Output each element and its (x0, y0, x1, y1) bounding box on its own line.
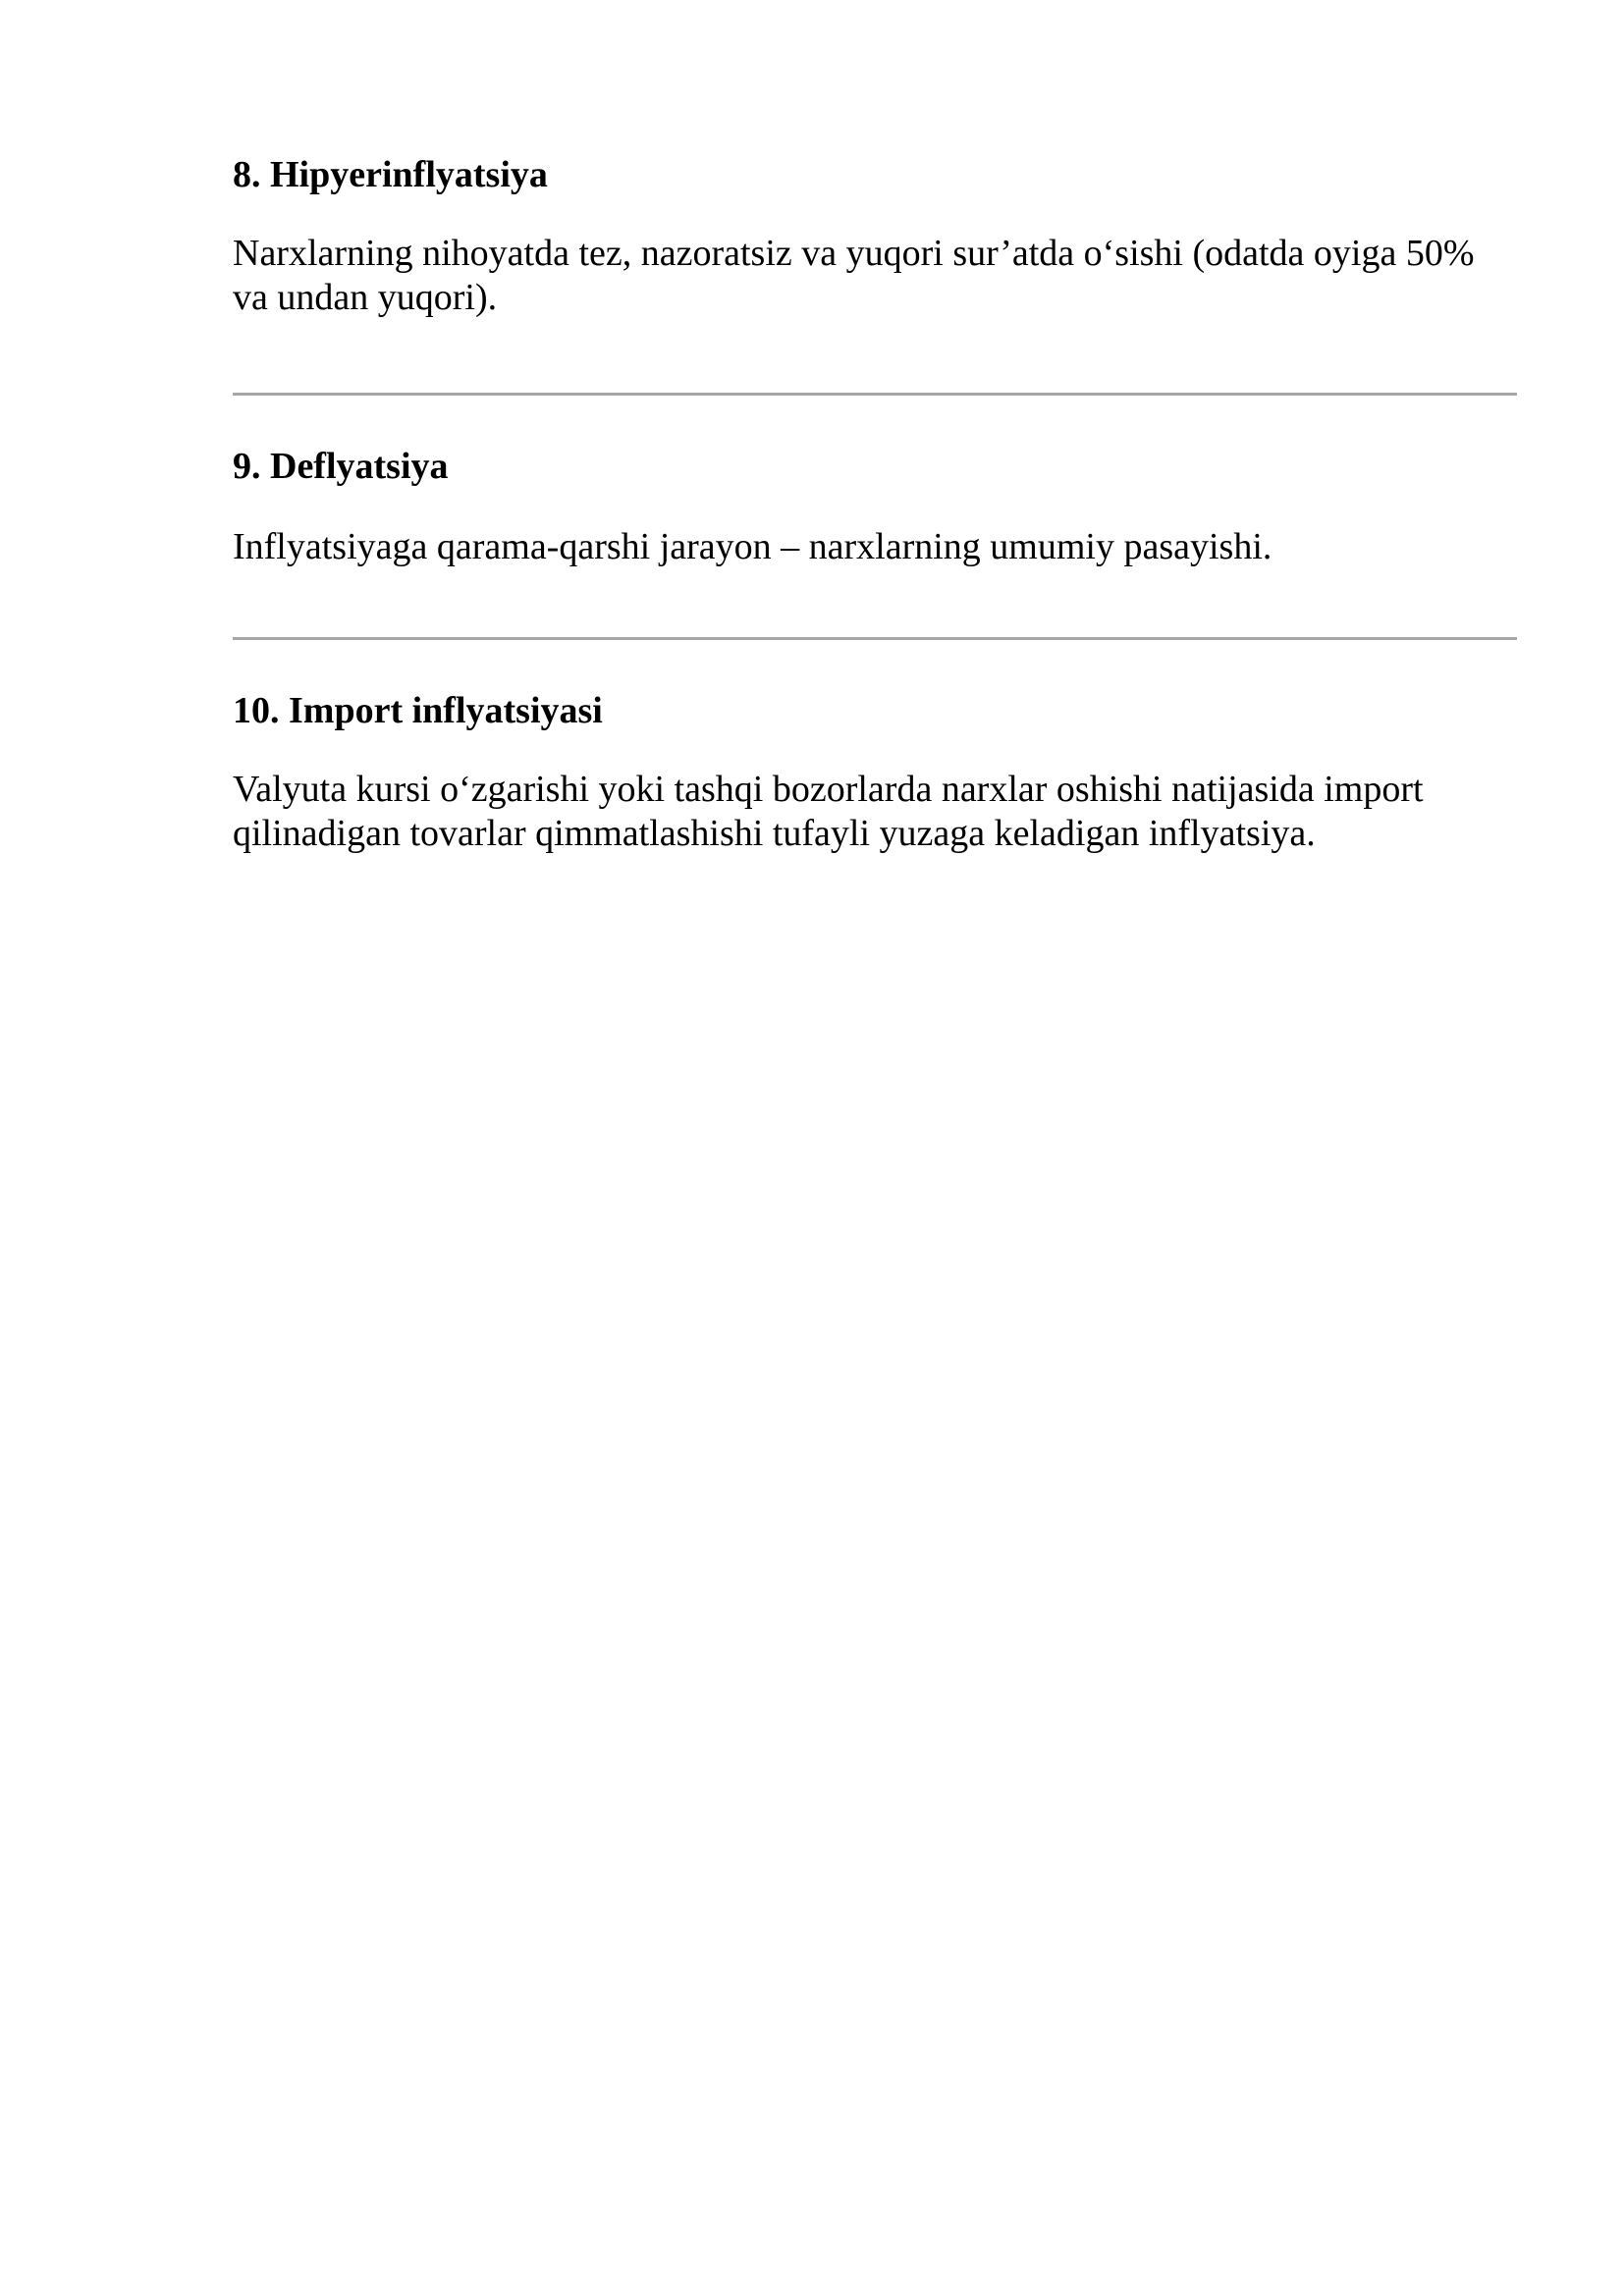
section-heading: 10. Import inflyatsiyasi (233, 690, 603, 731)
section-body: Inflyatsiyaga qarama-qarshi jarayon – narxlarning umumiy pasayishi. (233, 526, 1272, 567)
section-body: Narxlarning nihoyatda tez, nazoratsiz va yuqori sur’atda o‘sishi (odatda oyiga 50% va undan yuqori). (233, 233, 1475, 318)
section-import-inflation (233, 688, 1517, 856)
section-heading: 9. Deflyatsiya (233, 446, 449, 487)
section-deflation (233, 444, 1517, 569)
section-hyperinflation (233, 152, 1517, 320)
horizontal-divider (233, 393, 1517, 396)
section-body: Valyuta kursi o‘zgarishi yoki tashqi bozorlarda narxlar oshishi natijasida import qilinadigan tovarlar qimmatlashishi tufayli yuzaga keladigan inflyatsiya. (233, 769, 1424, 854)
horizontal-divider (233, 637, 1517, 640)
document-content (233, 147, 1517, 856)
section-heading: 8. Hipyerinflyatsiya (233, 154, 548, 195)
